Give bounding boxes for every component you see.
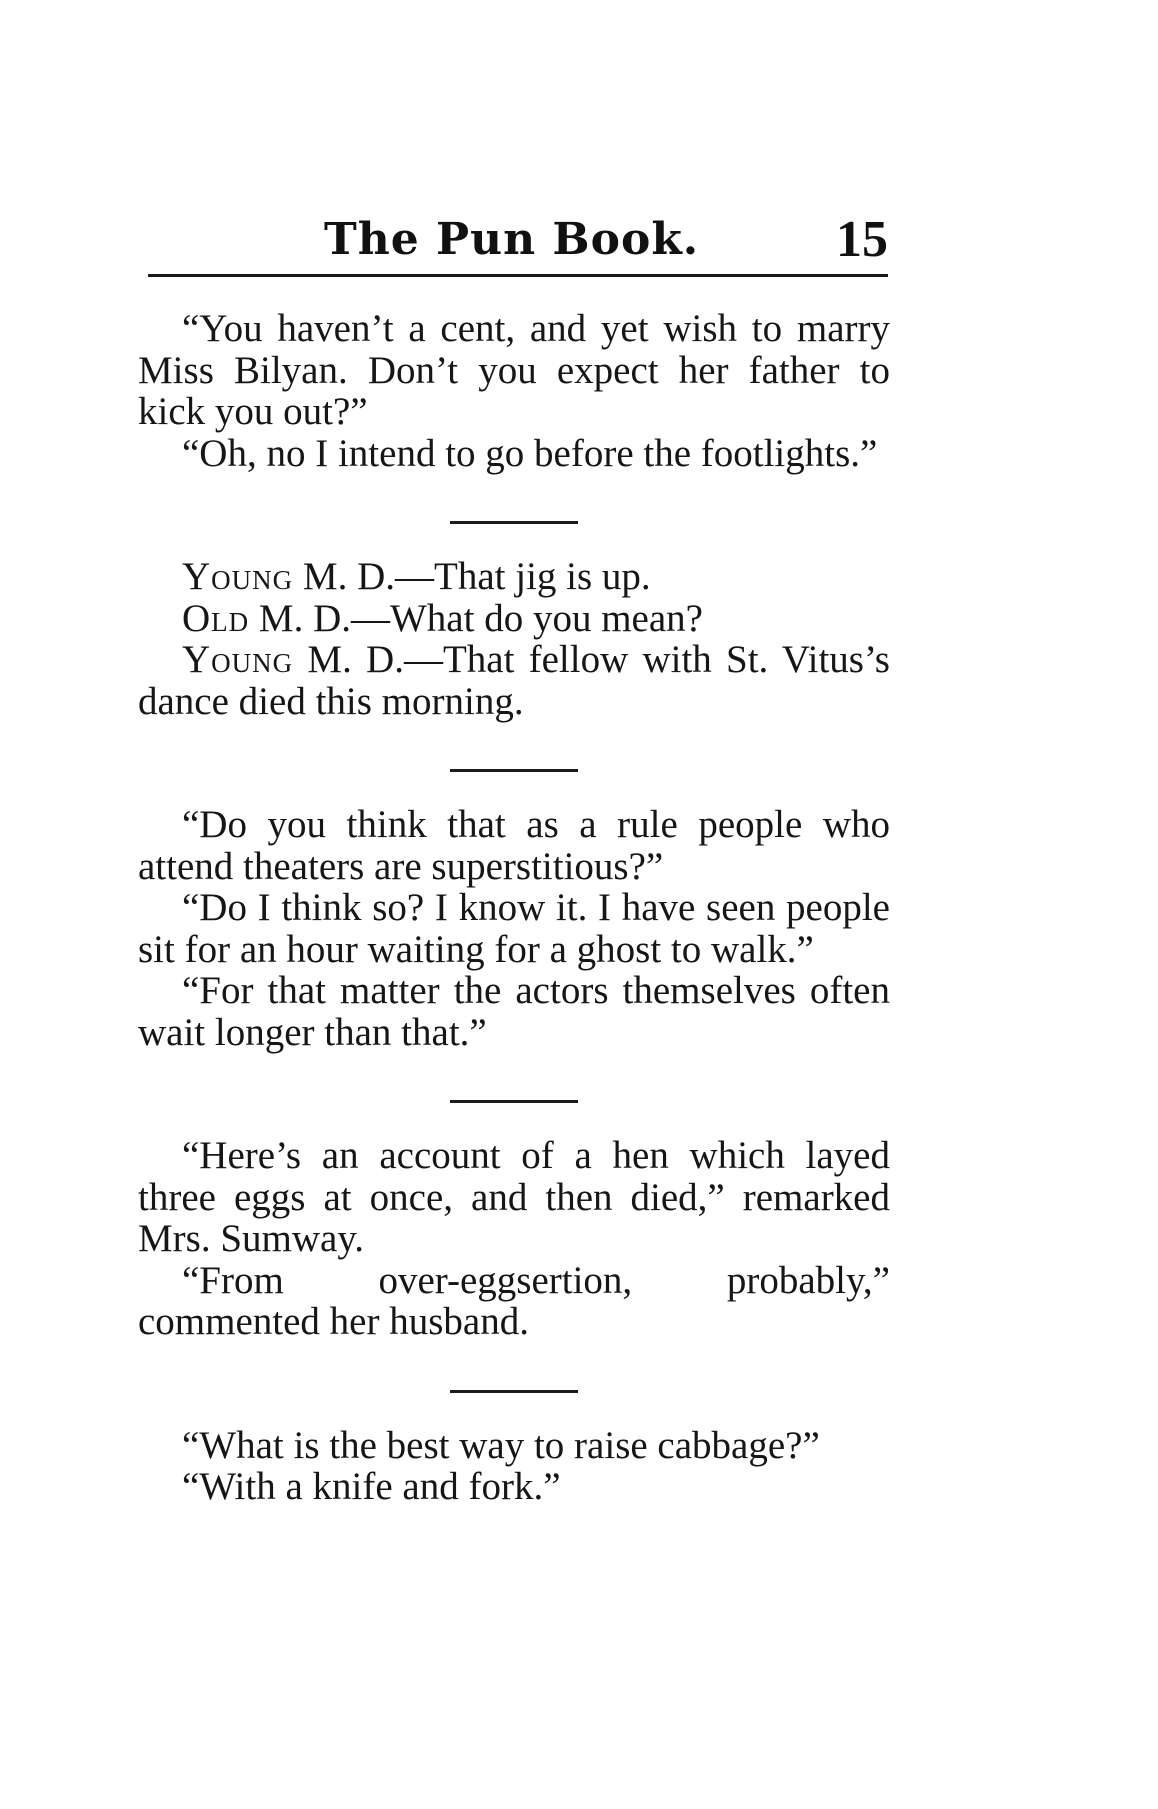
dialogue-text: M. D.—What do you mean? <box>249 596 703 640</box>
joke-paragraph: “Oh, no I intend to go before the footlights.” <box>182 431 878 475</box>
speaker-name: Old <box>182 596 250 640</box>
dialogue-line <box>138 598 890 640</box>
dialogue-text: M. D.—That fellow with St. Vitus’s dance died this morning. <box>138 638 890 723</box>
joke-paragraph: “For that matter the actors themselves often wait longer than that.” <box>138 969 890 1054</box>
speaker-name: Young <box>182 555 294 598</box>
joke-paragraph: “Do you think that as a rule people who attend theaters are superstitious?” <box>138 803 890 888</box>
page-header <box>148 210 888 277</box>
page-body <box>138 308 890 1508</box>
section-divider <box>450 521 578 524</box>
joke-paragraph: “You haven’t a cent, and yet wish to marry Miss Bilyan. Don’t you expect her father to kick you out?” <box>138 307 890 433</box>
joke-3 <box>138 804 890 1053</box>
dialogue-line <box>138 639 890 722</box>
speaker-name: Young <box>182 638 294 681</box>
dialogue-line <box>138 556 890 598</box>
joke-4 <box>138 1135 890 1343</box>
running-title: The Pun Book. <box>324 214 700 265</box>
joke-paragraph: “With a knife and fork.” <box>182 1465 561 1508</box>
dialogue-text: M. D.—That jig is up. <box>293 555 651 598</box>
section-divider <box>450 769 578 772</box>
joke-paragraph: “Do I think so? I know it. I have seen people sit for an hour waiting for a ghost to walk.” <box>138 886 890 971</box>
joke-paragraph: “What is the best way to raise cabbage?” <box>182 1423 820 1467</box>
joke-5 <box>138 1425 890 1508</box>
joke-paragraph: “From over-eggsertion, probably,” commented her husband. <box>138 1258 890 1343</box>
joke-2 <box>138 556 890 722</box>
joke-paragraph: “Here’s an account of a hen which layed three eggs at once, and then died,” remarked Mrs. Sumway. <box>138 1134 890 1260</box>
section-divider <box>450 1390 578 1393</box>
section-divider <box>450 1100 578 1103</box>
page-number: 15 <box>836 211 888 268</box>
joke-1 <box>138 308 890 474</box>
